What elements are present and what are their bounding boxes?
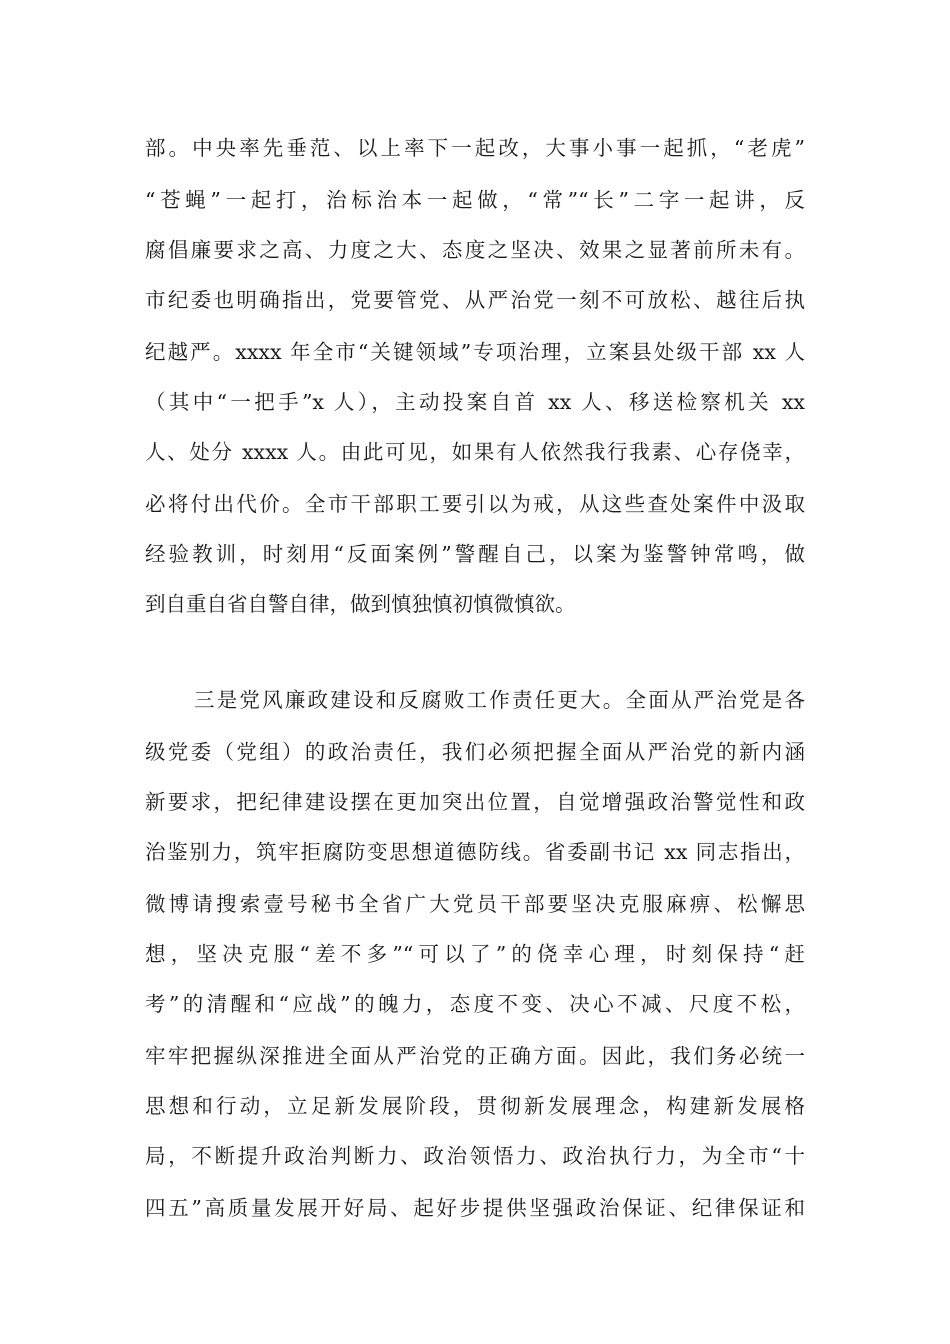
paragraph-1-line-5: 纪越严。xxxx 年全市“关键领域”专项治理，立案县处级干部 xx 人 <box>145 340 805 364</box>
paragraph-1-line-3: 腐倡廉要求之高、力度之大、态度之坚决、效果之显著前所未有。 <box>145 238 805 262</box>
paragraph-1-line-9: 经验教训，时刻用“反面案例”警醒自己，以案为鉴警钟常鸣，做 <box>145 542 805 566</box>
paragraph-1-line-6: （其中“一把手”x 人），主动投案自首 xx 人、移送检察机关 xx <box>145 390 805 414</box>
paragraph-1-line-7: 人、处分 xxxx 人。由此可见，如果有人依然我行我素、心存侥幸， <box>145 440 805 464</box>
paragraph-2-line-3: 新要求，把纪律建设摆在更加突出位置，自觉增强政治警觉性和政 <box>145 790 805 814</box>
paragraph-1-line-8: 必将付出代价。全市干部职工要引以为戒，从这些查处案件中汲取 <box>145 492 805 516</box>
paragraph-1-line-4: 市纪委也明确指出，党要管党、从严治党一刻不可放松、越往后执 <box>145 288 805 312</box>
paragraph-2-line-2: 级党委（党组）的政治责任，我们必须把握全面从严治党的新内涵 <box>145 740 805 764</box>
paragraph-2-line-5: 微博请搜索壹号秘书全省广大党员干部要坚决克服麻痹、松懈思 <box>145 892 805 916</box>
paragraph-2-line-7: 考”的清醒和“应战”的魄力，态度不变、决心不减、尺度不松， <box>145 992 805 1016</box>
paragraph-2-line-9: 思想和行动，立足新发展阶段，贯彻新发展理念，构建新发展格 <box>145 1094 805 1118</box>
paragraph-2-line-10: 局，不断提升政治判断力、政治领悟力、政治执行力，为全市“十 <box>145 1144 805 1168</box>
paragraph-1-line-2: “苍蝇”一起打，治标治本一起做，“常”“长”二字一起讲，反 <box>145 188 805 212</box>
paragraph-2-line-6: 想，坚决克服“差不多”“可以了”的侥幸心理，时刻保持“赶 <box>145 942 805 966</box>
paragraph-2-line-1: 三是党风廉政建设和反腐败工作责任更大。全面从严治党是各 <box>194 688 805 712</box>
paragraph-2-line-11: 四五”高质量发展开好局、起好步提供坚强政治保证、纪律保证和 <box>145 1196 805 1220</box>
paragraph-2-line-8: 牢牢把握纵深推进全面从严治党的正确方面。因此，我们务必统一 <box>145 1044 805 1068</box>
paragraph-1-line-1: 部。中央率先垂范、以上率下一起改，大事小事一起抓，“老虎” <box>145 136 805 160</box>
paragraph-1-line-10: 到自重自省自警自律，做到慎独慎初慎微慎欲。 <box>145 592 576 616</box>
paragraph-2-line-4: 治鉴别力，筑牢拒腐防变思想道德防线。省委副书记 xx 同志指出， <box>145 840 805 864</box>
